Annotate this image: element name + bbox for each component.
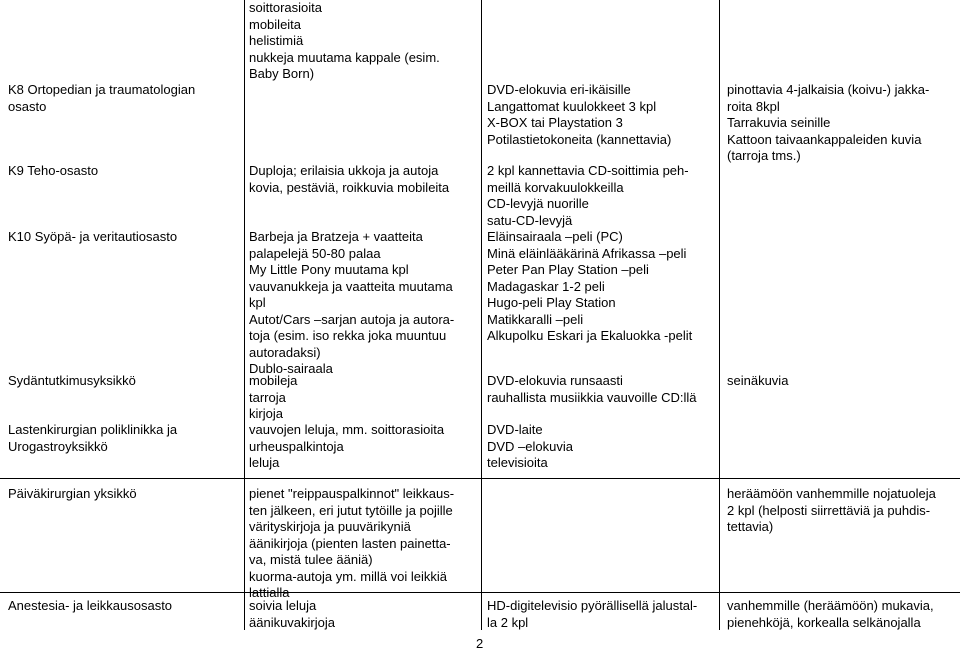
- cell-other: vanhemmille (heräämöön) mukavia, pienehköjä, korkealla selkänojalla: [727, 598, 934, 630]
- column-divider: [481, 0, 482, 630]
- row-divider: [0, 478, 960, 479]
- cell-department: K10 Syöpä- ja veritautiosasto: [8, 229, 178, 244]
- cell-media: Eläinsairaala –peli (PC) Minä eläinlääkärinä Afrikassa –peli Peter Pan Play Station –peli Madagaskar 1-2 peli Hugo-peli Play Station Matikkaralli –peli Alkupolku Eskari ja Ekaluokka -pelit: [487, 229, 693, 343]
- cell-department: Sydäntutkimusyksikkö: [8, 373, 136, 388]
- cell-toys: Barbeja ja Bratzeja + vaatteita palapelejä 50-80 palaa My Little Pony muutama kpl vauvanukkeja ja vaatteita muutama kpl Autot/Cars –sarjan autoja ja autora- toja (esim. iso rekka joka muuntuu autoradaksi) Dublo-sairaala: [249, 229, 455, 376]
- column-divider: [719, 0, 720, 630]
- cell-media: HD-digitelevisio pyörällisellä jalustal- la 2 kpl: [487, 598, 698, 630]
- cell-department: K9 Teho-osasto: [8, 163, 99, 178]
- cell-department: Lastenkirurgian poliklinikka ja Urogastroyksikkö: [8, 422, 178, 454]
- cell-media: DVD-laite DVD –elokuvia televisioita: [487, 422, 573, 470]
- cell-media: DVD-elokuvia runsaasti rauhallista musiikkia vauvoille CD:llä: [487, 373, 697, 405]
- cell-other: heräämöön vanhemmille nojatuoleja 2 kpl (helposti siirrettäviä ja puhdis- tettavia): [727, 486, 936, 534]
- cell-toys: soivia leluja äänikuvakirjoja: [249, 598, 335, 630]
- cell-department: K8 Ortopedian ja traumatologian osasto: [8, 82, 196, 114]
- cell-other: seinäkuvia: [727, 373, 789, 388]
- cell-media: 2 kpl kannettavia CD-soittimia peh- meillä korvakuulokkeilla CD-levyjä nuorille satu-CD-levyjä: [487, 163, 689, 228]
- cell-department: Päiväkirurgian yksikkö: [8, 486, 137, 501]
- cell-media: DVD-elokuvia eri-ikäisille Langattomat kuulokkeet 3 kpl X-BOX tai Playstation 3 Potilastietokoneita (kannettavia): [487, 82, 672, 147]
- cell-toys: Duploja; erilaisia ukkoja ja autoja kovia, pestäviä, roikkuvia mobileita: [249, 163, 450, 195]
- page-number: 2: [476, 636, 484, 651]
- cell-toys: pienet "reippauspalkinnot" leikkaus- ten jälkeen, eri jutut tytöille ja pojille värityskirjoja ja puuvärikyniä äänikirjoja (pienten lasten painetta- va, mistä tulee ääniä) kuorma-autoja ym. millä voi leikkiä lattialla: [249, 486, 455, 600]
- cell-other: pinottavia 4-jalkaisia (koivu-) jakka- roita 8kpl Tarrakuvia seinille Kattoon taivaankappaleiden kuvia (tarroja tms.): [727, 82, 930, 163]
- row-divider: [0, 592, 960, 593]
- column-divider: [244, 0, 245, 630]
- cell-department: Anestesia- ja leikkausosasto: [8, 598, 173, 613]
- cell-toys: mobileja tarroja kirjoja: [249, 373, 298, 421]
- cell-toys: soittorasioita mobileita helistimiä nukkeja muutama kappale (esim. Baby Born): [249, 0, 440, 81]
- cell-toys: vauvojen leluja, mm. soittorasioita urheuspalkintoja leluja: [249, 422, 445, 470]
